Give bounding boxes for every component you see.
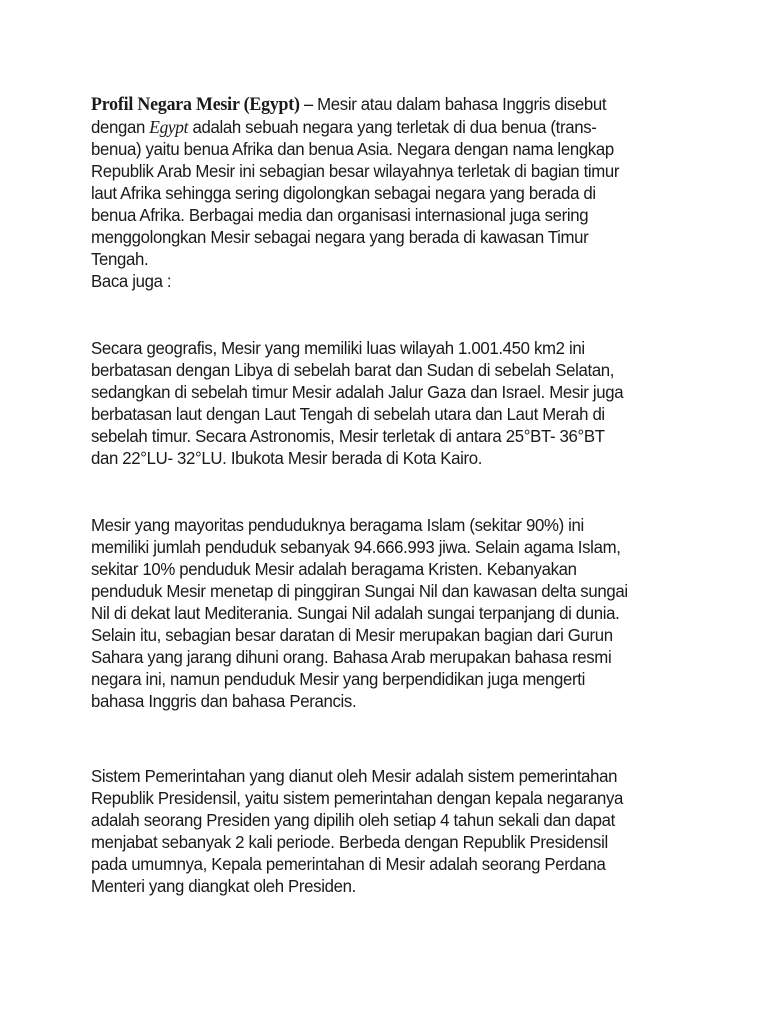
text-line: pada umumnya, Kepala pemerintahan di Mesir adalah seorang Perdana xyxy=(91,854,606,874)
text-line: sekitar 10% penduduk Mesir adalah beragama Kristen. Kebanyakan xyxy=(91,559,577,579)
text-line: Tengah. xyxy=(91,249,149,269)
text-line: Mesir yang mayoritas penduduknya beragama Islam (sekitar 90%) ini xyxy=(91,515,584,535)
text-line: Secara geografis, Mesir yang memiliki luas wilayah 1.001.450 km2 ini xyxy=(91,338,585,358)
text-line xyxy=(91,116,699,138)
text-segment: adalah sebuah negara yang terletak di dua benua (trans- xyxy=(188,117,597,137)
text-line: Sistem Pemerintahan yang dianut oleh Mesir adalah sistem pemerintahan xyxy=(91,766,618,786)
text-line: penduduk Mesir menetap di pinggiran Sungai Nil dan kawasan delta sungai xyxy=(91,581,628,601)
text-line: Selain itu, sebagian besar daratan di Mesir merupakan bagian dari Gurun xyxy=(91,625,613,645)
paragraph-geography xyxy=(91,337,699,469)
text-line: berbatasan dengan Libya di sebelah barat dan Sudan di sebelah Selatan, xyxy=(91,360,615,380)
text-line: menjabat sebanyak 2 kali periode. Berbeda dengan Republik Presidensil xyxy=(91,832,608,852)
text-line: benua Afrika. Berbagai media dan organisasi internasional juga sering xyxy=(91,205,589,225)
paragraph-intro xyxy=(91,93,699,292)
text-line: berbatasan laut dengan Laut Tengah di sebelah utara dan Laut Merah di xyxy=(91,404,605,424)
text-line: Menteri yang diangkat oleh Presiden. xyxy=(91,876,356,896)
text-line: adalah seorang Presiden yang dipilih oleh setiap 4 tahun sekali dan dapat xyxy=(91,810,615,830)
paragraph-government xyxy=(91,765,699,897)
text-line: bahasa Inggris dan bahasa Perancis. xyxy=(91,691,357,711)
text-line: benua) yaitu benua Afrika dan benua Asia. Negara dengan nama lengkap xyxy=(91,139,614,159)
text-line: sebelah timur. Secara Astronomis, Mesir terletak di antara 25°BT- 36°BT xyxy=(91,426,605,446)
text-line: Republik Presidensil, yaitu sistem pemerintahan dengan kepala negaranya xyxy=(91,788,624,808)
text-line xyxy=(91,93,699,116)
text-line: memiliki jumlah penduduk sebanyak 94.666.993 jiwa. Selain agama Islam, xyxy=(91,537,621,557)
text-segment: Mesir atau dalam bahasa Inggris disebut xyxy=(312,94,607,114)
text-line: Sahara yang jarang dihuni orang. Bahasa Arab merupakan bahasa resmi xyxy=(91,647,612,667)
text-line: Republik Arab Mesir ini sebagian besar wilayahnya terletak di bagian timur xyxy=(91,161,620,181)
text-line: dan 22°LU- 32°LU. Ibukota Mesir berada di Kota Kairo. xyxy=(91,448,483,468)
text-line: sedangkan di sebelah timur Mesir adalah Jalur Gaza dan Israel. Mesir juga xyxy=(91,382,624,402)
text-segment: dengan xyxy=(91,117,150,137)
text-line: menggolongkan Mesir sebagai negara yang berada di kawasan Timur xyxy=(91,227,589,247)
text-line: negara ini, namun penduduk Mesir yang berpendidikan juga mengerti xyxy=(91,669,585,689)
text-line: laut Afrika sehingga sering digolongkan sebagai negara yang berada di xyxy=(91,183,596,203)
paragraph-population xyxy=(91,514,699,712)
read-also-label: Baca juga : xyxy=(91,271,172,291)
text-line: Nil di dekat laut Mediterania. Sungai Nil adalah sungai terpanjang di dunia. xyxy=(91,603,620,623)
document-title: Profil Negara Mesir (Egypt) – xyxy=(91,95,313,115)
italic-term: Egypt xyxy=(149,117,189,137)
